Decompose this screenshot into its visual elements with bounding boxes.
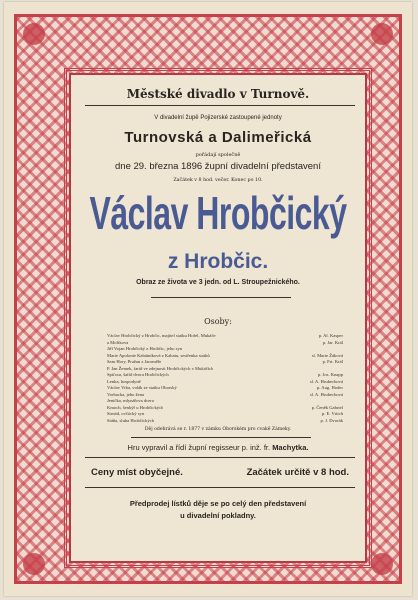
director-label: Hru vypravil a řídí župní regisseur p. inž. fr. <box>127 443 271 452</box>
cast-actor: sl. A. Hrubechová <box>309 391 343 397</box>
cast-actor: p. Aug. Hoder <box>316 385 343 390</box>
cast-role: Stáňa, sluha Hrobčických <box>107 417 155 423</box>
cast-role: a Mořikova <box>107 339 129 345</box>
divider <box>131 437 311 438</box>
cast-role: Spiťour, šafář dvora Hrobčických <box>107 372 169 377</box>
presale-note-2: u divadelní pokladny. <box>180 511 256 520</box>
cast-actor: p. J. Dvorák <box>320 417 343 423</box>
cast-role: Jenička, mlynářova dcera <box>107 398 154 403</box>
cast-role: Strnád, ovčácký syn <box>107 411 145 416</box>
divider <box>85 487 355 488</box>
cast-actor: p. Frt. Král <box>322 359 343 364</box>
curtain-note: Začátek v 8 hod. večer. Konec po 10. <box>173 178 263 183</box>
cast-row <box>107 418 343 425</box>
start-time: Začátek určitě v 8 hod. <box>246 467 349 478</box>
cast-role: Kmoch, šenkýř u Hrobčických <box>107 404 164 410</box>
setting-note: Děj odehrává se r. 1877 v zámku Oborském pro cvakě Zámeky. <box>144 427 292 432</box>
corner-ornament <box>371 23 393 45</box>
persons-heading: Osoby: <box>204 317 232 326</box>
cast-role: Marie Apolonie Kabátníková z Kabatu, sestřenka statků <box>107 352 210 358</box>
cast-role: Václav Vrba, volák ze statku Oborský <box>107 385 177 390</box>
presale-note: Předprodej lístků děje se po celý den představení <box>129 499 307 508</box>
cast-role: Vorbacka, jeho žena <box>107 391 145 397</box>
corner-ornament <box>23 553 45 575</box>
play-subtitle: z Hrobčic. <box>167 250 269 273</box>
director-name: Machytka. <box>272 443 309 452</box>
societies: Turnovská a Dalimeřická <box>124 129 312 146</box>
cast-actor: p. E. Vrtich <box>321 411 343 416</box>
poster-sheet <box>4 2 412 596</box>
cast-role: Sam Hory, Pražan z Jaroměře <box>107 359 162 364</box>
director-line <box>71 443 365 452</box>
intro-text: V divadelní župě Pojizerské zastoupené jednoty <box>154 115 282 121</box>
cast-actor: p. Čeněk Gabriel <box>311 404 343 410</box>
cast-actor: p. Jar. Král <box>322 339 343 345</box>
cast-actor: p. Jos. Knapp <box>317 372 343 377</box>
cast-role: Václav Hrobčický z Hrobčic, majitel statku Hořel, Mukáče <box>107 333 216 338</box>
cast-actor: p. Al. Kasper <box>318 333 343 338</box>
cast-actor: sl. Marie Žáková <box>311 352 343 358</box>
cast-role: P. Jan Žemek, farář ve zdejnosti Hrobčických v Mukáčích <box>107 365 214 371</box>
play-title: Václav Hrobčický <box>89 187 347 240</box>
divider <box>85 457 355 458</box>
theatre-name: Městské divadlo v Turnově. <box>126 87 310 101</box>
corner-ornament <box>371 553 393 575</box>
cast-actor: sl. A. Hrubechová <box>309 378 343 384</box>
play-genre: Obraz ze života ve 3 jedn. od L. Stroupežnického. <box>136 279 300 286</box>
cast-list <box>107 333 343 424</box>
divider <box>151 297 291 298</box>
cast-role: Jiří Vojan Hrobčický z Hrobčic, jeho syn <box>107 346 182 351</box>
ornamental-border <box>14 14 402 584</box>
divider <box>85 105 355 106</box>
pretext: pořádají společně <box>195 152 241 158</box>
corner-ornament <box>23 23 45 45</box>
poster-text-panel <box>69 73 367 563</box>
ticket-prices: Ceny míst obyčejné. <box>91 467 183 478</box>
cast-role: Lenka, hospodyně <box>107 378 141 384</box>
performance-date: dne 29. března 1896 župní divadelní představení <box>115 161 321 172</box>
